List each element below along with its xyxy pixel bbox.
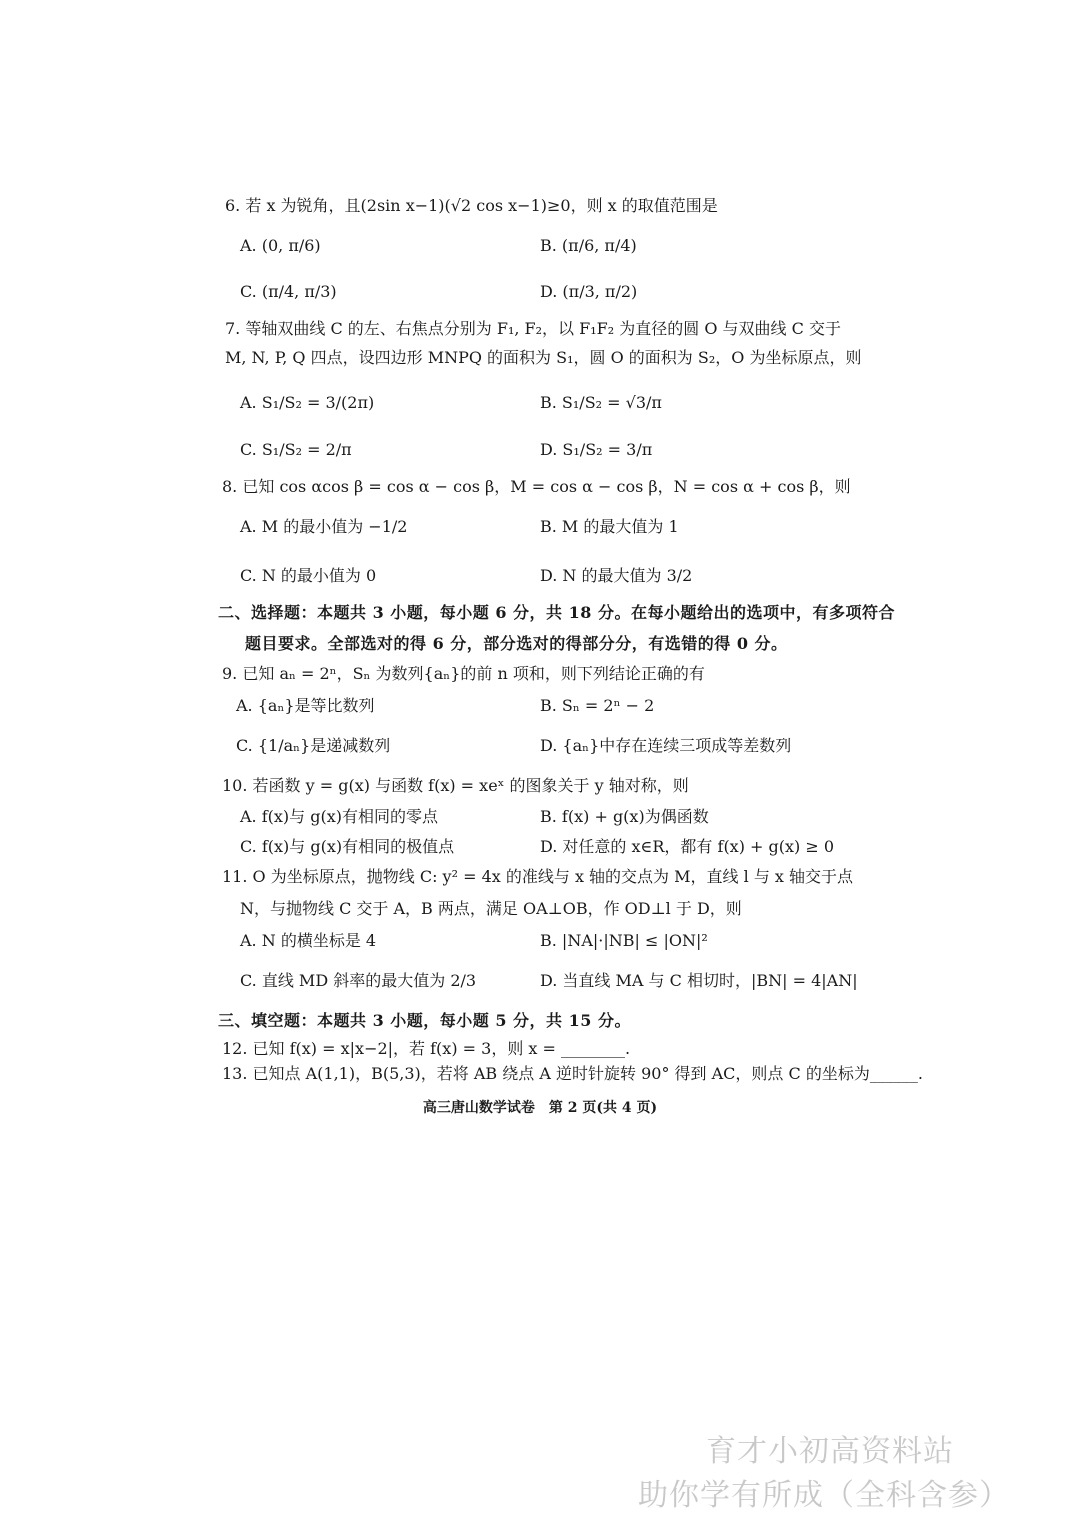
- q9-option-c: C. {1/aₙ}是递减数列: [236, 736, 391, 755]
- q12-stem: 12. 已知 f(x) = x|x−2|，若 f(x) = 3，则 x = ________.: [222, 1039, 631, 1058]
- watermark-line2: 助你学有所成（全科含参）: [638, 1478, 1010, 1513]
- q8-option-a: A. M 的最小值为 −1/2: [240, 517, 408, 536]
- q10-option-a: A. f(x)与 g(x)有相同的零点: [240, 807, 438, 826]
- q6-option-d: D. (π/3, π/2): [540, 282, 638, 301]
- page-footer: 高三唐山数学试卷 第 2 页(共 4 页): [422, 1100, 658, 1116]
- q6-option-b: B. (π/6, π/4): [540, 236, 637, 255]
- q10-option-b: B. f(x) + g(x)为偶函数: [540, 807, 709, 826]
- q7-option-b: B. S₁/S₂ = √3/π: [540, 393, 662, 412]
- q11-stem-line2: N，与抛物线 C 交于 A，B 两点，满足 OA⊥OB，作 OD⊥l 于 D，则: [240, 899, 742, 918]
- q8-option-c: C. N 的最小值为 0: [240, 566, 377, 585]
- q7-stem-line1: 7. 等轴双曲线 C 的左、右焦点分别为 F₁, F₂，以 F₁F₂ 为直径的圆 O 与双曲线 C 交于: [225, 319, 841, 338]
- q6-option-a: A. (0, π/6): [240, 236, 321, 255]
- q9-option-d: D. {aₙ}中存在连续三项成等差数列: [540, 736, 792, 755]
- q7-stem-line2: M, N, P, Q 四点，设四边形 MNPQ 的面积为 S₁，圆 O 的面积为 S₂，O 为坐标原点，则: [225, 348, 862, 367]
- q10-option-c: C. f(x)与 g(x)有相同的极值点: [240, 837, 455, 856]
- q8-option-d: D. N 的最大值为 3/2: [540, 566, 693, 585]
- q11-option-b: B. |NA|·|NB| ≤ |ON|²: [540, 931, 708, 950]
- section2-heading-line1: 二、选择题：本题共 3 小题，每小题 6 分，共 18 分。在每小题给出的选项中，有多项符合: [218, 603, 895, 622]
- q10-option-d: D. 对任意的 x∈R，都有 f(x) + g(x) ≥ 0: [540, 837, 835, 856]
- q11-option-a: A. N 的横坐标是 4: [240, 931, 377, 950]
- q11-option-c: C. 直线 MD 斜率的最大值为 2/3: [240, 971, 477, 990]
- q11-stem-line1: 11. O 为坐标原点，抛物线 C: y² = 4x 的准线与 x 轴的交点为 M，直线 l 与 x 轴交于点: [222, 867, 854, 886]
- q9-stem: 9. 已知 aₙ = 2ⁿ，Sₙ 为数列{aₙ}的前 n 项和，则下列结论正确的有: [222, 664, 705, 683]
- q11-option-d: D. 当直线 MA 与 C 相切时，|BN| = 4|AN|: [540, 971, 858, 990]
- q8-stem: 8. 已知 cos αcos β = cos α − cos β，M = cos α − cos β，N = cos α + cos β，则: [222, 477, 851, 496]
- q9-option-a: A. {aₙ}是等比数列: [236, 696, 375, 715]
- q13-stem: 13. 已知点 A(1,1)，B(5,3)，若将 AB 绕点 A 逆时针旋转 90° 得到 AC，则点 C 的坐标为______.: [222, 1064, 923, 1083]
- q7-option-a: A. S₁/S₂ = 3/(2π): [240, 393, 375, 412]
- section3-heading: 三、填空题：本题共 3 小题，每小题 5 分，共 15 分。: [218, 1011, 631, 1030]
- q8-option-b: B. M 的最大值为 1: [540, 517, 679, 536]
- q6-stem: 6. 若 x 为锐角，且(2sin x−1)(√2 cos x−1)≥0，则 x 的取值范围是: [225, 196, 718, 215]
- q10-stem: 10. 若函数 y = g(x) 与函数 f(x) = xeˣ 的图象关于 y 轴对称，则: [222, 776, 689, 795]
- q7-option-d: D. S₁/S₂ = 3/π: [540, 440, 653, 459]
- q6-option-c: C. (π/4, π/3): [240, 282, 337, 301]
- watermark-line1: 育才小初高资料站: [706, 1434, 954, 1469]
- section2-heading-line2: 题目要求。全部选对的得 6 分，部分选对的得部分分，有选错的得 0 分。: [245, 634, 788, 653]
- q9-option-b: B. Sₙ = 2ⁿ − 2: [540, 696, 655, 715]
- q7-option-c: C. S₁/S₂ = 2/π: [240, 440, 352, 459]
